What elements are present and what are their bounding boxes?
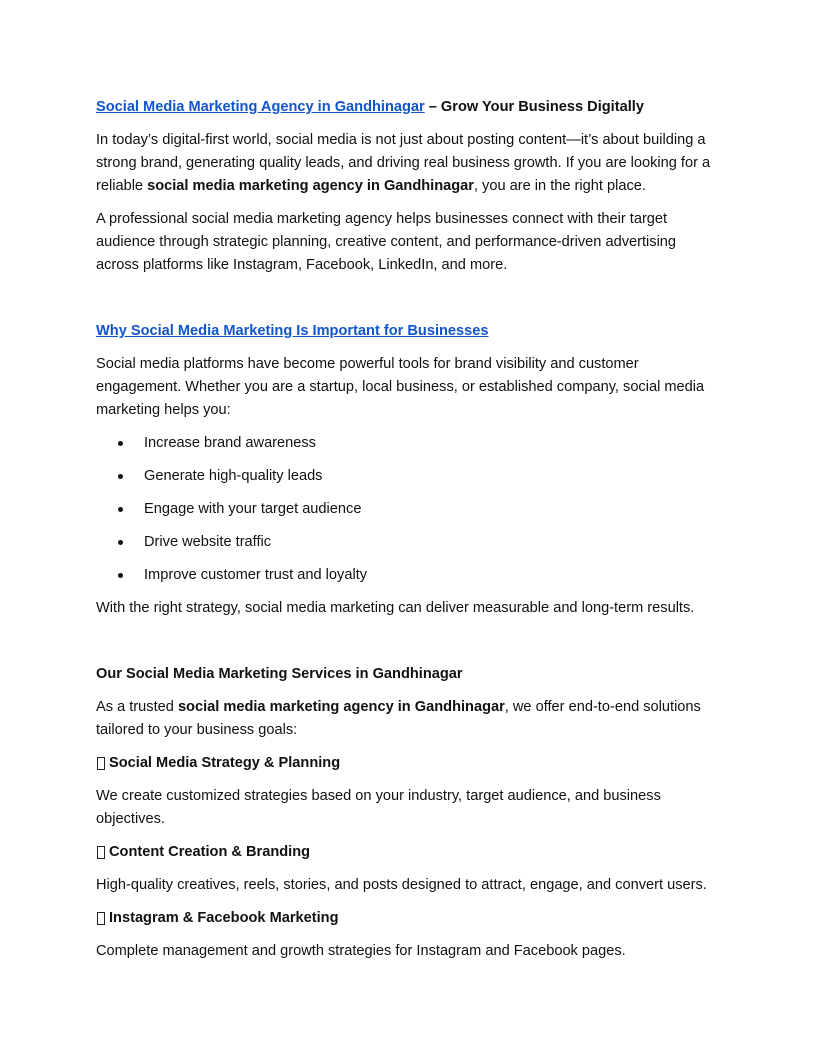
bullet-icon <box>118 507 123 512</box>
list-item-text: Drive website traffic <box>144 534 272 550</box>
document-page <box>96 96 720 963</box>
list-item <box>96 432 720 455</box>
service-title-text: Social Media Strategy & Planning <box>109 755 341 771</box>
service-title-instagram <box>96 907 720 930</box>
checkbox-glyph-icon <box>97 912 105 925</box>
list-item <box>96 465 720 488</box>
list-item-text: Generate high-quality leads <box>144 468 323 484</box>
service-title-text: Instagram & Facebook Marketing <box>109 910 339 926</box>
intro-p1-text-end: , you are in the right place. <box>473 178 646 194</box>
service-title-content <box>96 841 720 864</box>
why-heading-link[interactable]: Why Social Media Marketing Is Important for Businesses <box>96 323 489 339</box>
why-paragraph-2: With the right strategy, social media marketing can deliver measurable and long-term results. <box>96 600 695 616</box>
service-desc-instagram: Complete management and growth strategies for Instagram and Facebook pages. <box>96 943 626 959</box>
list-item <box>96 498 720 521</box>
services-intro <box>96 696 720 742</box>
intro-paragraph-1 <box>96 129 720 198</box>
services-intro-text-end: , we offer end-to-end solutions tailored to your business goals: <box>96 699 701 738</box>
service-title-text: Content Creation & Branding <box>109 844 311 860</box>
list-item-text: Engage with your target audience <box>144 501 362 517</box>
services-intro-text: As a trusted <box>96 699 178 715</box>
intro-p1-bold: social media marketing agency in Gandhinagar <box>147 178 474 194</box>
service-desc-strategy: We create customized strategies based on your industry, target audience, and business objectives. <box>96 788 661 827</box>
bullet-icon <box>118 540 123 545</box>
why-heading <box>96 320 720 343</box>
bullet-icon <box>118 441 123 446</box>
intro-title <box>96 96 720 119</box>
why-paragraph-1: Social media platforms have become powerful tools for brand visibility and customer engagement. Whether you are a startup, local business, or established company, social media marketing helps you: <box>96 356 705 418</box>
service-title-strategy <box>96 752 720 775</box>
checkbox-glyph-icon <box>97 757 105 770</box>
intro-title-rest: – Grow Your Business Digitally <box>424 99 644 115</box>
list-item-text: Improve customer trust and loyalty <box>144 567 368 583</box>
services-heading: Our Social Media Marketing Services in Gandhinagar <box>96 666 463 682</box>
services-intro-bold: social media marketing agency in Gandhinagar <box>177 699 505 715</box>
bullet-icon <box>118 474 123 479</box>
list-item-text: Increase brand awareness <box>144 435 316 451</box>
checkbox-glyph-icon <box>97 846 105 859</box>
intro-paragraph-2: A professional social media marketing agency helps businesses connect with their target audience through strategic planning, creative content, and performance-driven advertising across platforms like Instagram, Facebook, LinkedIn, and more. <box>96 211 677 273</box>
benefits-list <box>96 432 720 587</box>
list-item <box>96 564 720 587</box>
bullet-icon <box>118 573 123 578</box>
list-item <box>96 531 720 554</box>
service-desc-content: High-quality creatives, reels, stories, and posts designed to attract, engage, and convert users. <box>96 877 707 893</box>
agency-title-link[interactable]: Social Media Marketing Agency in Gandhinagar <box>96 99 425 115</box>
intro-p1-text: In today’s digital-first world, social media is not just about posting content—it’s about building a strong brand, generating quality leads, and driving real business growth. If you are looking for a reliable <box>96 132 711 194</box>
